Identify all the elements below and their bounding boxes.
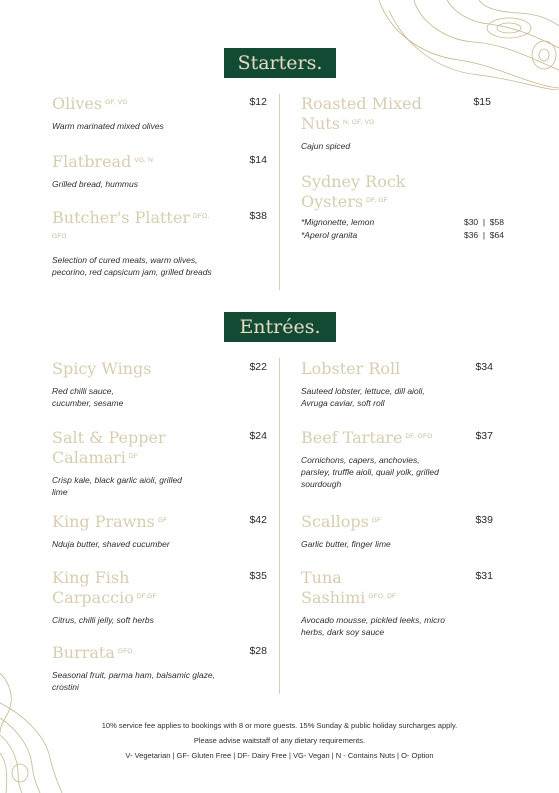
menu-item-roasted-mixed-nuts [301,94,491,152]
dietary-tags: N, GF, VG [342,119,375,126]
topographic-line-art-decoration [359,0,559,90]
item-description: Red chilli sauce, cucumber, sesame [52,386,124,408]
option-description: *Mignonette, lemon [301,217,375,227]
item-name: Salt & Pepper Calamari $^{DF}$ [52,428,166,467]
item-name: Roasted Mixed Nuts $^{N, GF, VG}$ [301,94,422,133]
item-price: $39 [475,514,493,526]
item-price: $34 [475,361,493,373]
menu-item-butchers-platter [52,208,267,278]
item-description: Seasonal fruit, parma ham, balsamic glaze, crostini [52,670,215,692]
item-description: Grilled bread, hummus [52,179,138,189]
dietary-tags: GF [371,517,382,524]
oyster-option-row [301,216,504,229]
item-description: Avocado mousse, pickled leeks, micro herbs, dark soy sauce [301,615,445,637]
menu-item-spicy-wings [52,359,267,409]
menu-item-flatbread [52,152,267,190]
item-description: Cornichons, capers, anchovies, parsley, truffle aioli, quail yolk, grilled sourdough [301,455,439,489]
dietary-legend: V- Vegetarian | GF- Gluten Free | DF- Dairy Free | VG- Vegan | N - Contains Nuts | O- Option [125,751,434,760]
item-description: Garlic butter, finger lime [301,539,391,549]
item-name: Beef Tartare $^{DF, GFO}$ [301,428,433,447]
item-price: $14 [249,154,267,166]
dietary-tags: DF [128,453,138,460]
item-description: Citrus, chilli jelly, soft herbs [52,615,154,625]
item-name: Lobster Roll [301,359,401,378]
column-divider [279,94,280,290]
dietary-tags: GFO, DF [368,593,397,600]
dietary-tags: DF, GF [366,197,388,204]
item-description: Selection of cured meats, warm olives, pecorino, red capsicum jam, grilled breads [52,255,212,277]
oyster-option-row [301,229,504,242]
item-name: King Fish Carpaccio $^{DF,GF}$ [52,568,157,607]
dietary-tags: GFO [117,648,133,655]
menu-item-king-fish-carpaccio [52,568,267,626]
item-name: Flatbread $^{VG, N}$ [52,152,154,171]
dietary-tags: DF, GFO [405,433,433,440]
item-name: Burrata $^{GFO}$ [52,643,133,662]
entrees-section-title: Entrées. [224,312,336,342]
item-price: $24 [249,430,267,442]
option-prices: $30 | $58 [463,217,504,227]
item-price: $35 [249,570,267,582]
item-name: Olives $^{GF, VG}$ [52,94,128,113]
item-price: $42 [249,514,267,526]
dietary-tags: GF [157,517,168,524]
starters-section-title: Starters. [224,48,336,78]
menu-item-king-prawns [52,512,267,550]
option-description: *Aperol granita [301,230,358,240]
item-description: Sauteed lobster, lettuce, dill aioli, Avruga caviar, soft roll [301,386,425,408]
item-name: Sydney Rock Oysters $^{DF, GF}$ [301,172,406,211]
dietary-tags: DF,GF [136,593,157,600]
item-price: $38 [249,210,267,222]
menu-item-beef-tartare [301,428,493,490]
item-name: King Prawns $^{GF}$ [52,512,168,531]
item-name: Scallops $^{GF}$ [301,512,382,531]
item-description: Crisp kale, black garlic aioli, grilled lime [52,475,182,497]
item-description: Warm marinated mixed olives [52,121,164,131]
dietary-tags: DFO, GFO [52,213,210,240]
item-name: Tuna Sashimi $^{GFO, DF}$ [301,568,397,607]
menu-item-tuna-sashimi [301,568,493,638]
menu-item-sydney-rock-oysters [301,172,504,242]
item-price: $15 [473,96,491,108]
item-description: Cajun spiced [301,141,351,151]
dietary-tags: GF, VG [105,99,128,106]
menu-item-lobster-roll [301,359,493,409]
column-divider [279,358,280,694]
item-price: $22 [249,361,267,373]
menu-item-olives [52,94,267,132]
item-price: $31 [475,570,493,582]
option-prices: $36 | $64 [463,230,504,240]
menu-item-burrata [52,643,267,693]
dietary-tags: VG, N [134,157,154,164]
menu-item-salt-pepper-calamari [52,428,267,498]
item-price: $37 [475,430,493,442]
item-name: Spicy Wings [52,359,152,378]
menu-item-scallops [301,512,493,550]
item-name: Butcher's Platter $^{DFO, GFO}$ [52,208,210,240]
service-fee-note: 10% service fee applies to bookings with 8 or more guests. 15% Sunday & public holiday surcharges apply. [101,721,458,730]
item-price: $12 [249,96,267,108]
item-price: $28 [249,645,267,657]
dietary-advice-note: Please advise waitstaff of any dietary requirements. [193,736,366,745]
item-description: Nduja butter, shaved cucumber [52,539,170,549]
